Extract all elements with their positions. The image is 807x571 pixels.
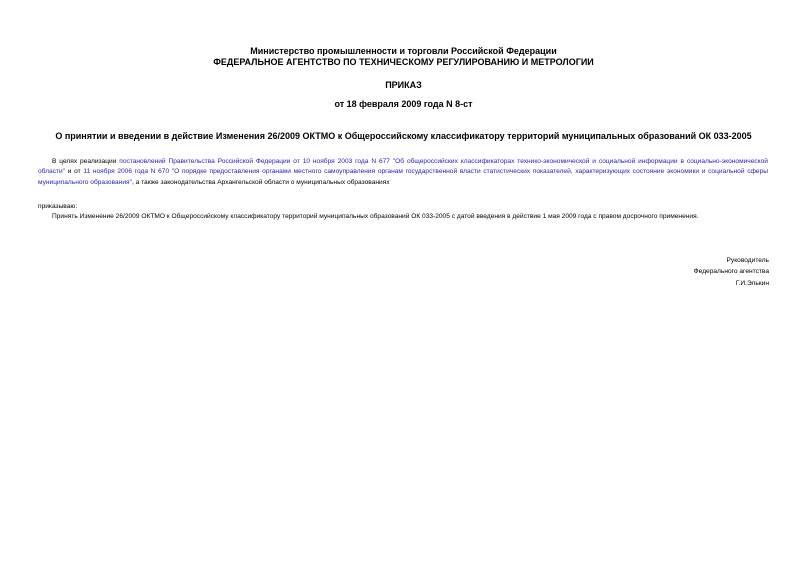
order-word: приказываю: bbox=[38, 203, 78, 210]
preamble-paragraph bbox=[38, 157, 768, 188]
document-date-number: от 18 февраля 2009 года N 8-ст bbox=[334, 99, 473, 109]
ministry-heading: Министерство промышленности и торговли Российской Федерации bbox=[250, 46, 557, 56]
preamble-end-text: , а также законодательства Архангельской области о муниципальных образованиях bbox=[131, 178, 390, 186]
signature-position: Руководитель bbox=[726, 257, 769, 264]
decree-670-link[interactable]: 11 ноября 2006 года N 670 "О порядке предоставления органами местного самоуправления органам государственной власти статистических показателей, характеризующих состояние экономики и социальной сферы муниципального образования" bbox=[38, 168, 768, 186]
agency-heading: ФЕДЕРАЛЬНОЕ АГЕНТСТВО ПО ТЕХНИЧЕСКОМУ РЕГУЛИРОВАНИЮ И МЕТРОЛОГИИ bbox=[213, 57, 594, 67]
preamble-middle-text: и от bbox=[65, 168, 84, 176]
document-title: О принятии и введении в действие Изменения 26/2009 ОКТМО к Общероссийскому классификатору территорий муниципальных образований ОК 033-2005 bbox=[55, 131, 752, 141]
signature-name: Г.И.Элькин bbox=[735, 280, 769, 287]
order-text: Принять Изменение 26/2009 ОКТМО к Общероссийскому классификатору территорий муниципальных образований ОК 033-2005 с датой введения в действие 1 мая 2009 года с правом досрочного применения. bbox=[52, 213, 699, 220]
document-type: ПРИКАЗ bbox=[385, 80, 422, 90]
preamble-intro-text: В целях реализации bbox=[52, 158, 120, 165]
signature-organization: Федерального агентства bbox=[693, 268, 769, 275]
government-decree-link[interactable]: постановлений Правительства Российской Федерации от 10 ноября 2003 года N 677 "Об общероссийских классификаторах технико-экономической и социальной информации в социально-экономической области" bbox=[38, 158, 768, 176]
